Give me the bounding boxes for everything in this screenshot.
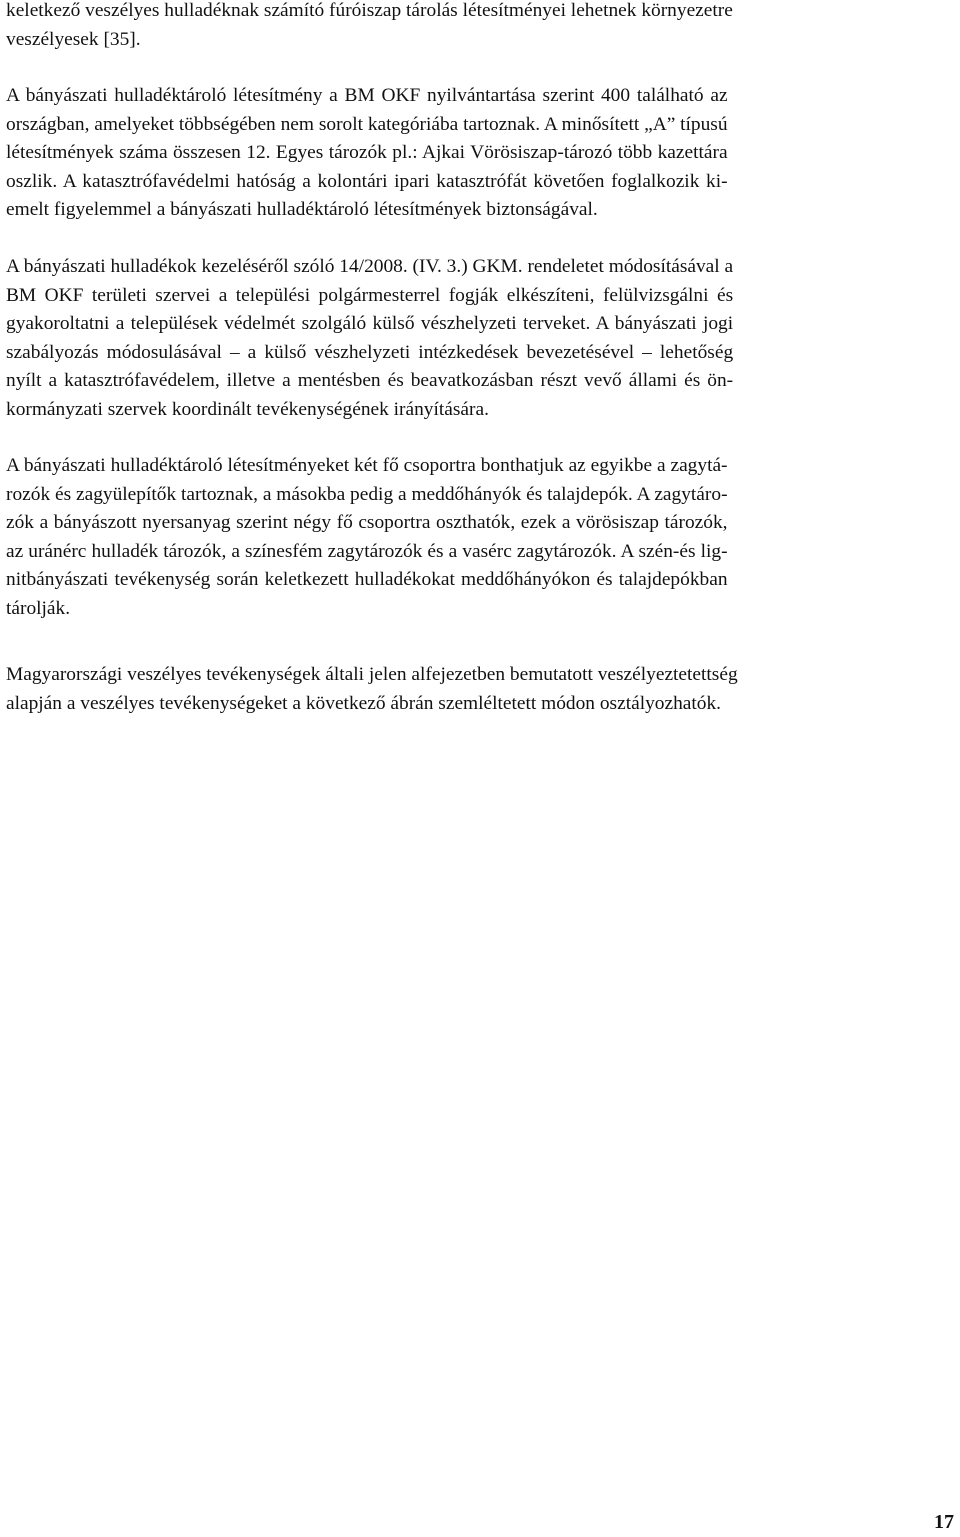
page-number: 17 bbox=[934, 1511, 954, 1533]
text-line: veszélyesek [35]. bbox=[6, 28, 141, 50]
text-line: létesítmények száma összesen 12. Egyes tározók pl.: Ajkai Vörösiszap-tározó több kazettára bbox=[6, 142, 728, 164]
paragraph-4 bbox=[6, 452, 728, 624]
text-line: tárolják. bbox=[6, 597, 71, 619]
paragraph-3 bbox=[6, 253, 733, 425]
text-line: országban, amelyeket többségében nem sorolt kategóriába tartoznak. A minősített „A” típusú bbox=[6, 113, 728, 135]
text-line: rozók és zagyülepítők tartoznak, a másokba pedig a meddőhányók és talajdepók. A zagytáro- bbox=[6, 483, 728, 505]
text-line: az uránérc hulladék tározók, a színesfém zagytározók és a vasérc zagytározók. A szén-és lig- bbox=[6, 540, 728, 562]
text-line: A bányászati hulladéktároló létesítményeket két fő csoportra bonthatjuk az egyikbe a zagytá- bbox=[6, 455, 728, 476]
text-line: oszlik. A katasztrófavédelmi hatóság a kolontári ipari katasztrófát követően foglalkozik ki- bbox=[6, 170, 728, 192]
paragraph-2 bbox=[6, 82, 728, 225]
text-line: BM OKF területi szervei a települési polgármesterrel fogják elkészíteni, felülvizsgálni és bbox=[6, 284, 734, 306]
paragraph-1 bbox=[6, 0, 733, 54]
text-line: A bányászati hulladékok kezeléséről szóló 14/2008. (IV. 3.) GKM. rendeletet módosításával a bbox=[6, 256, 734, 277]
text-line: szabályozás módosulásával – a külső vészhelyzeti intézkedések bevezetésével – lehetőség bbox=[6, 341, 734, 363]
text-line: nitbányászati tevékenység során keletkezett hulladékokat meddőhányókon és talajdepókban bbox=[6, 569, 728, 591]
text-line: gyakoroltatni a települések védelmét szolgáló külső vészhelyzeti terveket. A bányászati jogi bbox=[6, 313, 734, 335]
text-line: zók a bányászott nyersanyag szerint négy fő csoportra oszthatók, ezek a vörösiszap tározók, bbox=[6, 512, 728, 534]
text-line: nyílt a katasztrófavédelem, illetve a mentésben és beavatkozásban részt vevő állami és ön- bbox=[6, 370, 734, 392]
text-line: kormányzati szervek koordinált tevékenységének irányítására. bbox=[6, 398, 489, 420]
text-line: emelt figyelemmel a bányászati hulladéktároló létesítmények biztonságával. bbox=[6, 199, 598, 221]
text-line: A bányászati hulladéktároló létesítmény a BM OKF nyilvántartása szerint 400 található az bbox=[6, 85, 728, 106]
text-line: alapján a veszélyes tevékenységeket a következő ábrán szemléltetett módon osztályozhatók. bbox=[6, 692, 722, 714]
text-line: keletkező veszélyes hulladéknak számító fúróiszap tárolás létesítményei lehetnek környezetre bbox=[6, 0, 733, 21]
text-line: Magyarországi veszélyes tevékenységek általi jelen alfejezetben bemutatott veszélyeztetettség bbox=[6, 664, 738, 685]
paragraph-5 bbox=[6, 661, 738, 718]
